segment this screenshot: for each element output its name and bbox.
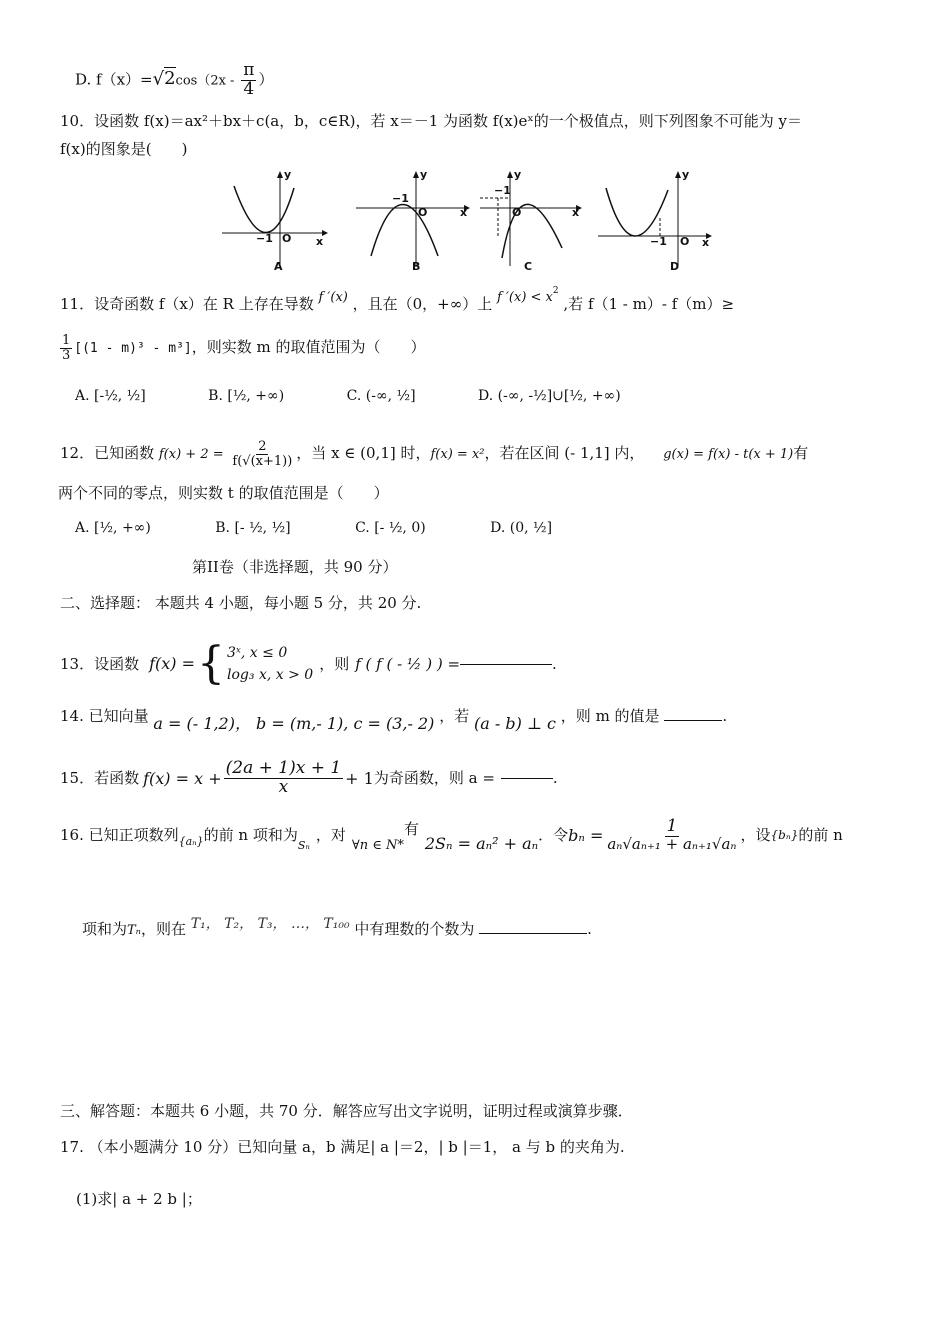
q12-opt-d: D. bbox=[490, 520, 506, 536]
q12-text-c: ，若在区间 (- 1,1] 内， bbox=[484, 444, 645, 463]
q16-line2-a: 项和为 bbox=[82, 920, 128, 938]
q16-sn: Sₙ bbox=[297, 838, 310, 852]
q10-graph-c bbox=[480, 168, 590, 273]
q12-fxeq: f(x) = x² bbox=[430, 447, 485, 463]
q12-opt-d-value: (0, ½] bbox=[509, 520, 553, 536]
q10-line1: 10．设函数 f(x)＝ax²＋bx＋c(a，b，c∈R)，若 x＝－1 为函数 f(x)eˣ的一个极值点，则下列图象不可能为 y＝ bbox=[60, 112, 802, 130]
graph-d-label: D bbox=[670, 260, 680, 273]
q13-case2: log₃ x, x > 0 bbox=[227, 667, 314, 683]
q12-opt-a: A. bbox=[75, 520, 90, 536]
q17-rest: a，b 满足| a |＝2，| b |＝1， a 与 b 的夹角为. bbox=[302, 1138, 625, 1156]
q16-t3: 有 bbox=[403, 820, 419, 839]
q15-label: 15．若函数 bbox=[60, 769, 140, 788]
q11-line1 bbox=[60, 286, 735, 314]
q16-label: 16. 已知正项数列 bbox=[60, 826, 179, 845]
q12-line1 bbox=[60, 440, 808, 468]
q14-tail: ，则 m 的值是 bbox=[560, 707, 660, 725]
q16-ts: T₁， T₂， T₃， …， T₁₀₀ bbox=[190, 916, 350, 932]
q16-t2: ，对 bbox=[315, 826, 346, 845]
q11-opt-a-value: [-½, ½] bbox=[94, 388, 146, 404]
q10-graph-a bbox=[222, 168, 332, 273]
q16-t6: 的前 n bbox=[798, 826, 843, 845]
q13-expr: f ( f ( - ½ ) ) = bbox=[355, 655, 461, 673]
q12-opt-b: B. bbox=[215, 520, 231, 536]
graph-a-origin: O bbox=[282, 232, 292, 245]
q16-line1 bbox=[60, 818, 843, 853]
q11-expr: [(1 - m)³ - m³] bbox=[74, 341, 192, 357]
graph-b-origin: O bbox=[418, 206, 428, 219]
q10-graph-d bbox=[598, 168, 718, 273]
q15-end: . bbox=[552, 769, 558, 788]
q16-seq-a: {aₙ} bbox=[178, 834, 204, 848]
q14-perp: (a - b) ⊥ c bbox=[473, 714, 557, 733]
q13-then: ，则 bbox=[319, 655, 350, 673]
q16-eq: 2Sₙ = aₙ² + aₙ bbox=[424, 833, 539, 853]
q15-frac: $\frac{(2a + 1)x + 1}{x}$ bbox=[225, 758, 342, 797]
section2-heading: 二、选择题： 本题共 4 小题，每小题 5 分，共 20 分. bbox=[60, 594, 422, 612]
q16-t4: ．令 bbox=[538, 826, 569, 845]
q12-frac: $\frac{2}{f(√(x+1))}$ bbox=[232, 439, 293, 469]
part2-title: 第II卷（非选择题，共 90 分） bbox=[192, 558, 398, 576]
q16-frac: $\frac{1}{\text{aₙ√aₙ₊₁ + aₙ₊₁√aₙ}}$ bbox=[607, 816, 737, 853]
q11-text-d: ，则实数 m 的取值范围为（ ） bbox=[191, 338, 426, 357]
q11-opt-c: C. bbox=[346, 388, 362, 404]
graph-b-y: y bbox=[420, 168, 428, 181]
q15-answer-blank[interactable] bbox=[501, 778, 553, 779]
q12-text-a: 12．已知函数 bbox=[60, 444, 155, 463]
graph-a-label: A bbox=[274, 260, 283, 273]
q9-optd-mid: cos（2x - bbox=[175, 73, 235, 89]
graph-a-x: x bbox=[316, 235, 324, 248]
q9-optd-frac: $\frac{\pi}{4}$ bbox=[243, 60, 255, 99]
q16-forall: ∀n ∈ N* bbox=[351, 837, 404, 853]
q11-opt-c-value: (-∞, ½] bbox=[365, 388, 416, 404]
q11-opt-b-value: [½, +∞) bbox=[227, 388, 285, 404]
graph-d-mark: −1 bbox=[650, 235, 667, 248]
q16-line2 bbox=[82, 916, 592, 939]
q12-text-b: ，当 x ∈ (0,1] 时， bbox=[296, 444, 431, 463]
q14-answer-blank[interactable] bbox=[664, 720, 722, 721]
graph-b-x: x bbox=[460, 206, 468, 219]
q12-text-d: 有 bbox=[793, 444, 809, 463]
q13-label: 13．设函数 bbox=[60, 655, 140, 673]
q12-line2: 两个不同的零点，则实数 t 的取值范围是（ ） bbox=[58, 484, 389, 502]
q12-opt-a-value: [½, +∞) bbox=[94, 520, 151, 536]
q17-label: 17. （本小题满分 10 分）已知向量 bbox=[60, 1138, 298, 1156]
q9-optd-pre: D. f（x）= bbox=[75, 70, 153, 89]
q11-line2 bbox=[58, 334, 425, 362]
graph-b-mark: −1 bbox=[392, 192, 409, 205]
q13-end: . bbox=[552, 655, 557, 673]
q11-frac: $\frac{1}{3}$ bbox=[62, 333, 71, 363]
q15-tail: 为奇函数，则 a = bbox=[373, 769, 495, 788]
q13-case1: 3ˣ, x ≤ 0 bbox=[227, 644, 288, 661]
graph-c-y: y bbox=[514, 168, 522, 181]
graph-d-x: x bbox=[702, 236, 710, 249]
q9-optd-post: ） bbox=[258, 70, 274, 89]
q14-vecs: a = (- 1,2)， b = (m,- 1), c = (3,- 2) bbox=[153, 714, 435, 733]
q11-opt-d-value: (-∞, -½]∪[½, +∞) bbox=[497, 388, 621, 404]
q17-line1 bbox=[60, 1138, 625, 1156]
q10-line2: f(x)的图象是( ) bbox=[60, 140, 188, 158]
q15-plus1: + 1 bbox=[345, 768, 374, 788]
q13-answer-blank[interactable] bbox=[460, 664, 552, 665]
q16-tn: Tₙ bbox=[127, 923, 141, 938]
sqrt-sign: √ bbox=[152, 68, 165, 90]
q11-cond: f ′(x) < x bbox=[497, 290, 553, 305]
q13-cases bbox=[227, 642, 313, 687]
q11-opt-d: D. bbox=[478, 388, 494, 404]
q16-bn: bₙ = bbox=[568, 825, 604, 845]
q14-mid: ，若 bbox=[439, 707, 470, 725]
q13-brace: { bbox=[197, 638, 226, 689]
q10-graph-b bbox=[356, 168, 476, 273]
graph-c-origin: O bbox=[512, 206, 522, 219]
q11-text-a: 11．设奇函数 f（x）在 R 上存在导数 bbox=[60, 295, 314, 313]
graph-c-label: C bbox=[524, 260, 533, 273]
q15-fx: f(x) = x + bbox=[143, 768, 222, 788]
q13-fx: f(x) = bbox=[149, 654, 196, 674]
graph-a-mark: −1 bbox=[256, 232, 273, 245]
q13 bbox=[60, 636, 557, 692]
q16-answer-blank[interactable] bbox=[479, 933, 587, 934]
q16-end: . bbox=[587, 920, 592, 938]
q12-fx: f(x) + 2 = bbox=[158, 447, 224, 463]
graph-c-x: x bbox=[572, 206, 580, 219]
graph-d-y: y bbox=[682, 168, 690, 181]
q12-opt-b-value: [- ½, ½] bbox=[234, 520, 291, 536]
q11-text-c: ,若 f（1 - m）- f（m）≥ bbox=[563, 295, 735, 313]
q16-t5: ，设 bbox=[740, 826, 771, 845]
q9-optd-sqrt: 2 bbox=[164, 68, 176, 90]
q14-label: 14. 已知向量 bbox=[60, 707, 149, 725]
q14 bbox=[60, 706, 728, 733]
q16-line2-c: 中有理数的个数为 bbox=[354, 920, 475, 938]
q11-text-b: ，且在（0，+∞）上 bbox=[352, 295, 493, 313]
q12-gx: g(x) = f(x) - t(x + 1) bbox=[663, 447, 794, 463]
graph-b-label: B bbox=[412, 260, 421, 273]
q11-cond-exp: 2 bbox=[552, 286, 559, 296]
q12-opt-c: C. bbox=[355, 520, 370, 536]
graph-a-y: y bbox=[284, 168, 292, 181]
q12-opt-c-value: [- ½, 0) bbox=[374, 520, 426, 536]
graph-d-origin: O bbox=[680, 235, 690, 248]
q11-options bbox=[75, 388, 621, 405]
graph-c-mark: −1 bbox=[494, 184, 511, 197]
q11-opt-b: B. bbox=[208, 388, 223, 404]
q16-seq-b: {bₙ} bbox=[770, 828, 799, 843]
section3-heading: 三、解答题：本题共 6 小题，共 70 分．解答应写出文字说明，证明过程或演算步骤． bbox=[60, 1102, 633, 1120]
q16-t1: 的前 n 项和为 bbox=[203, 826, 298, 845]
q17-part1: (1)求| a + 2 b |； bbox=[76, 1190, 202, 1208]
q15 bbox=[60, 760, 558, 797]
q12-options bbox=[75, 520, 552, 537]
q14-end: . bbox=[722, 707, 728, 725]
q9-option-d bbox=[75, 62, 273, 99]
q11-deriv: f ′(x) bbox=[318, 290, 348, 305]
q11-opt-a: A. bbox=[75, 388, 90, 404]
q16-line2-b: ，则在 bbox=[140, 920, 186, 938]
